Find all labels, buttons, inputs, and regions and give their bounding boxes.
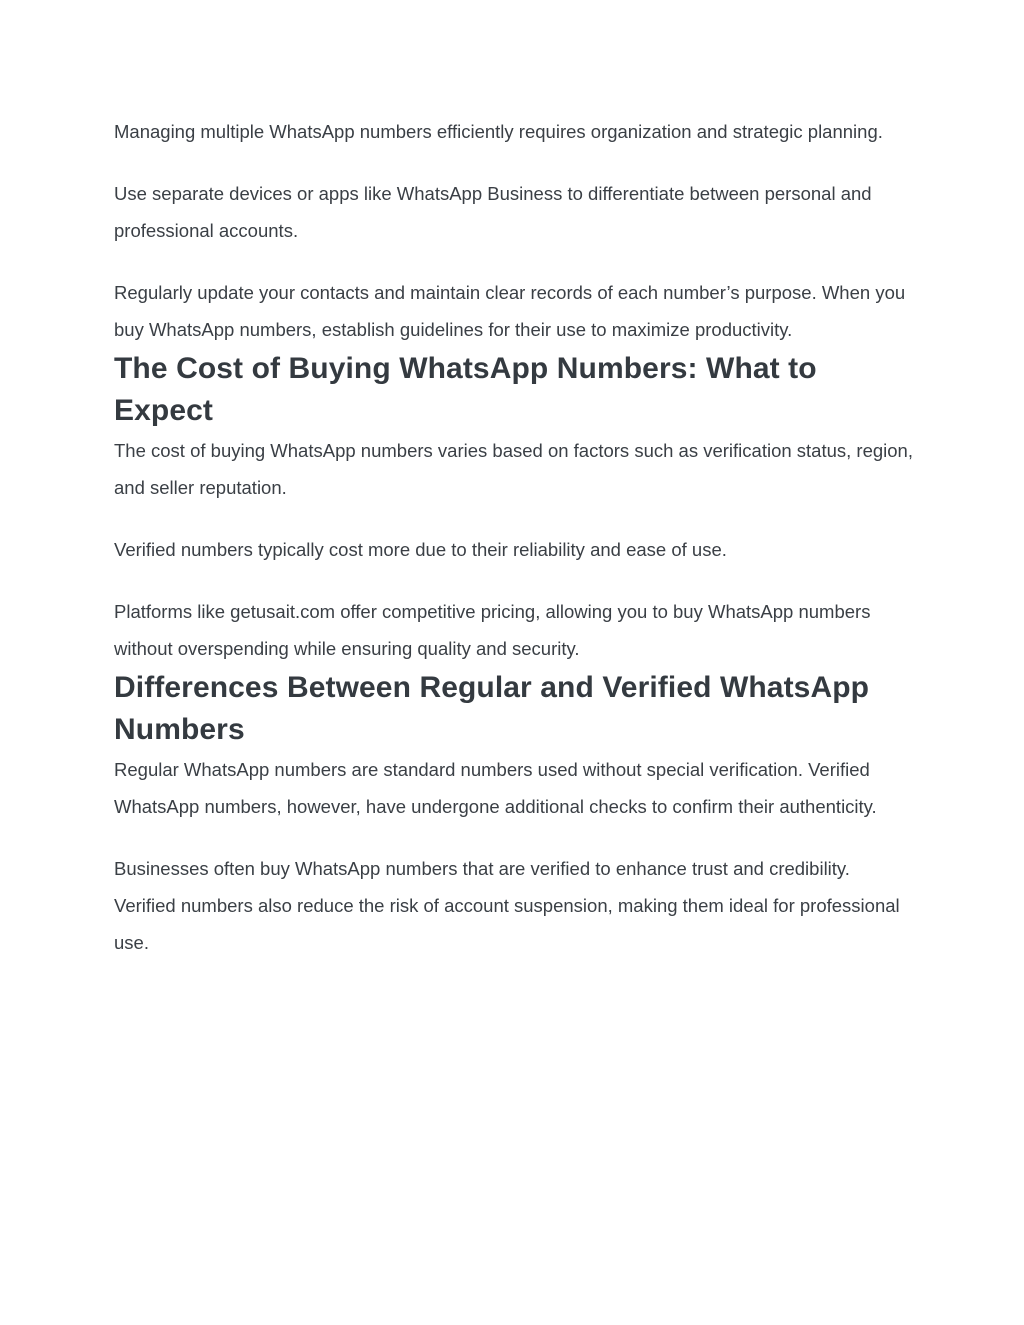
intro-section: [114, 113, 914, 348]
paragraph: Platforms like getusait.com offer competitive pricing, allowing you to buy WhatsApp numbers without overspending while ensuring quality and security.: [114, 601, 871, 659]
section-heading: Differences Between Regular and Verified WhatsApp Numbers: [114, 671, 870, 746]
section-heading: The Cost of Buying WhatsApp Numbers: What to Expect: [114, 352, 817, 427]
paragraph: Businesses often buy WhatsApp numbers that are verified to enhance trust and credibility. Verified numbers also reduce the risk of account suspension, making them ideal for professional use.: [114, 858, 900, 953]
cost-section: [114, 348, 914, 667]
paragraph: Verified numbers typically cost more due to their reliability and ease of use.: [114, 539, 727, 560]
differences-section: [114, 667, 914, 961]
paragraph: Regular WhatsApp numbers are standard numbers used without special verification. Verified WhatsApp numbers, however, have undergone additional checks to confirm their authenticity.: [114, 759, 877, 817]
paragraph: Regularly update your contacts and maintain clear records of each number’s purpose. When you buy WhatsApp numbers, establish guidelines for their use to maximize productivity.: [114, 282, 906, 340]
paragraph: The cost of buying WhatsApp numbers varies based on factors such as verification status, region, and seller reputation.: [114, 440, 913, 498]
document-page: [114, 113, 914, 961]
paragraph: Use separate devices or apps like WhatsApp Business to differentiate between personal and professional accounts.: [114, 183, 872, 241]
paragraph: Managing multiple WhatsApp numbers efficiently requires organization and strategic planning.: [114, 121, 883, 142]
